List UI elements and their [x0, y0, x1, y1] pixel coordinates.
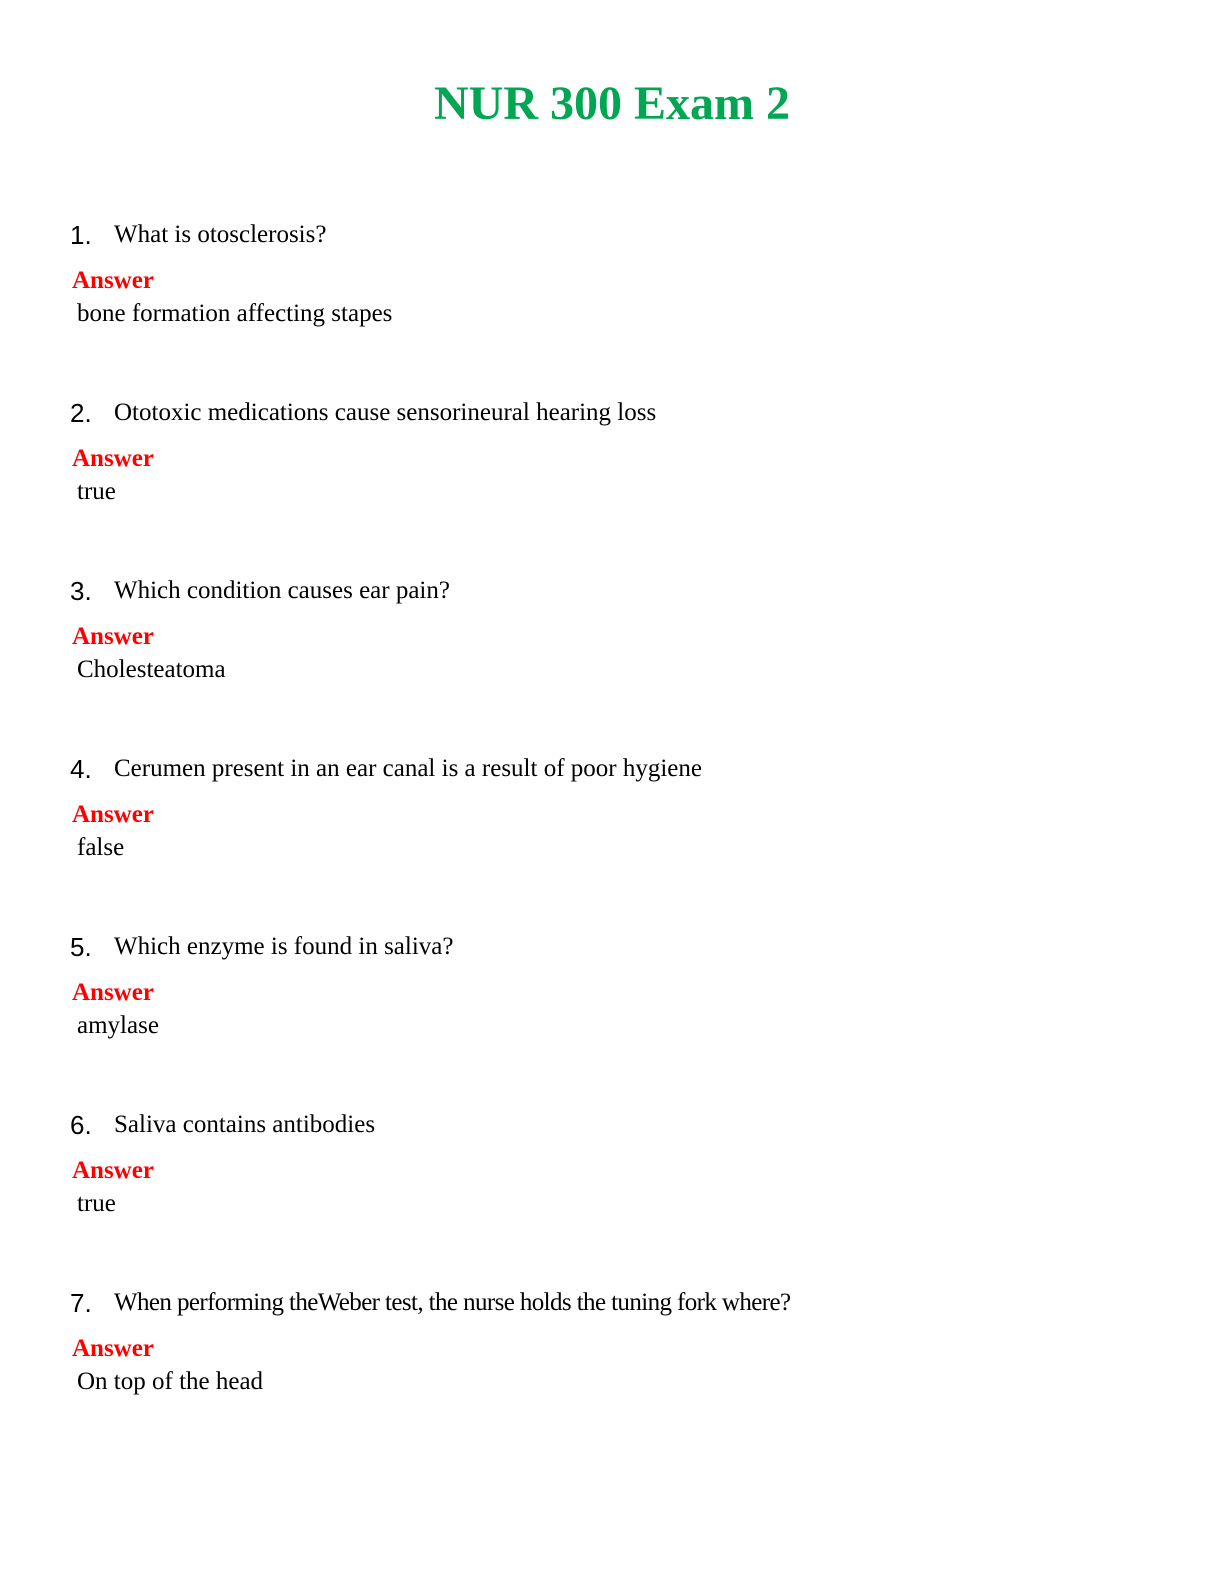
page-title: NUR 300 Exam 2 — [434, 77, 790, 130]
question-number: 7. — [70, 1288, 92, 1318]
question-number: 6. — [70, 1110, 92, 1140]
question-block-7 — [70, 1286, 1170, 1395]
question-text: Cerumen present in an ear canal is a result of poor hygiene — [114, 755, 702, 782]
question-number: 1. — [70, 220, 92, 250]
question-block-3 — [70, 574, 1170, 683]
answer-label: Answer — [72, 445, 154, 472]
question-text: When performing theWeber test, the nurse holds the tuning fork where? — [114, 1289, 791, 1316]
answer-text: true — [77, 478, 116, 505]
answer-text: Cholesteatoma — [77, 656, 226, 683]
answer-label: Answer — [72, 1335, 154, 1362]
answer-label: Answer — [72, 623, 154, 650]
question-block-2 — [70, 396, 1170, 505]
question-block-6 — [70, 1108, 1170, 1217]
question-text: Which enzyme is found in saliva? — [114, 933, 454, 960]
question-text: Which condition causes ear pain? — [114, 577, 450, 604]
answer-text: false — [77, 834, 125, 861]
answer-label: Answer — [72, 979, 154, 1006]
question-number: 2. — [70, 398, 92, 428]
answer-label: Answer — [72, 267, 154, 294]
answer-text: amylase — [77, 1012, 159, 1039]
question-number: 3. — [70, 576, 92, 606]
question-number: 5. — [70, 932, 92, 962]
question-text: What is otosclerosis? — [114, 221, 327, 248]
question-block-4 — [70, 752, 1170, 861]
answer-text: bone formation affecting stapes — [77, 300, 393, 327]
question-text: Saliva contains antibodies — [114, 1111, 376, 1138]
question-number: 4. — [70, 754, 92, 784]
answer-text: On top of the head — [77, 1368, 264, 1395]
question-block-5 — [70, 930, 1170, 1039]
answer-label: Answer — [72, 801, 154, 828]
question-text: Ototoxic medications cause sensorineural hearing loss — [114, 399, 657, 426]
question-block-1 — [70, 218, 1170, 327]
answer-text: true — [77, 1190, 116, 1217]
answer-label: Answer — [72, 1157, 154, 1184]
